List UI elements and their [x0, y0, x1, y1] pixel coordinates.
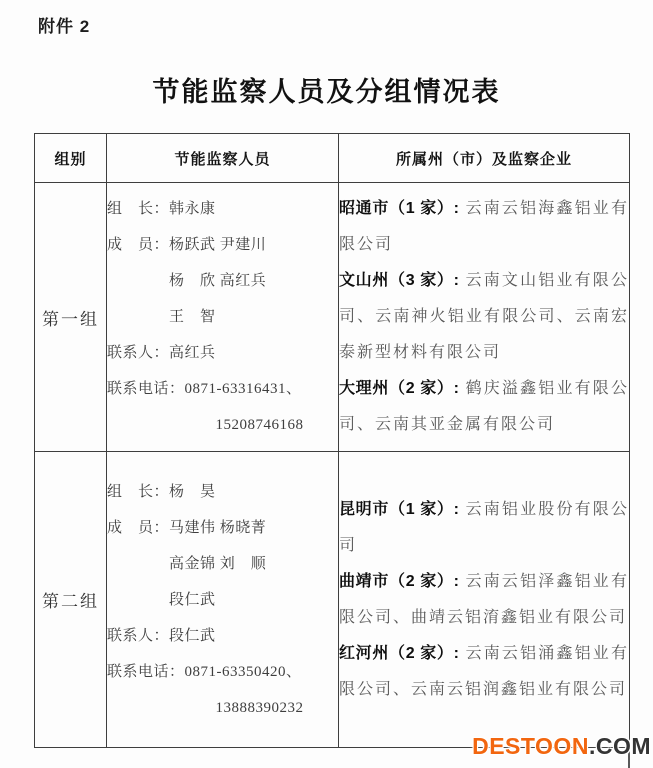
personnel-line: 高金锦 刘 顺	[107, 555, 267, 572]
header-region-enterprises: 所属州（市）及监察企业	[339, 134, 630, 183]
group-1-regions	[339, 183, 630, 452]
watermark-brand-text: DESTOON	[472, 733, 589, 759]
personnel-line: 王 智	[107, 309, 216, 325]
region-companies: 鹤庆溢鑫铝业有限公司、云南其亚金属有限公司	[339, 380, 629, 433]
personnel-line: 13888390232	[107, 699, 304, 716]
personnel-line: 成 员：马建伟 杨晓菁	[107, 519, 267, 536]
group-1-label: 第一组	[35, 183, 107, 452]
personnel-line: 15208746168	[107, 417, 304, 433]
region-lead: 昭通市（1 家）:	[339, 200, 460, 217]
personnel-line: 联系人：高红兵	[107, 345, 216, 361]
region-entry	[339, 263, 629, 371]
region-entry	[339, 636, 629, 708]
watermark-suffix-text: .COM	[588, 733, 651, 759]
group-2-regions	[339, 452, 630, 748]
header-group: 组别	[35, 134, 107, 183]
personnel-line: 联系电话：0871-63316431、	[107, 381, 302, 397]
group-2-personnel	[107, 452, 339, 748]
table-header-row	[35, 134, 630, 183]
region-entry	[339, 564, 629, 636]
personnel-line: 组 长：韩永康	[107, 201, 216, 217]
personnel-line: 杨 欣 高红兵	[107, 273, 267, 289]
group-2-label: 第二组	[35, 452, 107, 748]
header-personnel: 节能监察人员	[107, 134, 339, 183]
personnel-line: 段仁武	[107, 591, 216, 608]
personnel-line: 成 员：杨跃武 尹建川	[107, 237, 267, 253]
region-lead: 昆明市（1 家）:	[339, 500, 460, 518]
destoon-watermark	[472, 733, 651, 760]
region-companies: 云南云铝海鑫铝业有限公司	[339, 200, 629, 253]
region-entry	[339, 492, 629, 564]
region-companies: 云南文山铝业有限公司、云南神火铝业有限公司、云南宏泰新型材料有限公司	[339, 272, 629, 361]
region-entry	[339, 191, 629, 263]
region-entry	[339, 371, 629, 443]
group-1-personnel	[107, 183, 339, 452]
region-companies: 云南云铝泽鑫铝业有限公司、曲靖云铝淯鑫铝业有限公司	[339, 572, 629, 626]
region-companies: 云南铝业股份有限公司	[339, 500, 629, 554]
region-lead: 大理州（2 家）:	[339, 380, 460, 397]
personnel-line: 组 长：杨 昊	[107, 483, 216, 500]
table-row-group-2	[35, 452, 630, 748]
region-lead: 红河州（2 家）:	[339, 644, 460, 662]
personnel-grouping-table	[34, 133, 630, 748]
personnel-line: 联系人：段仁武	[107, 627, 216, 644]
region-companies: 云南云铝涌鑫铝业有限公司、云南云铝润鑫铝业有限公司	[339, 644, 629, 698]
region-lead: 文山州（3 家）:	[339, 272, 460, 289]
table-row-group-1	[35, 183, 630, 452]
attachment-label: 附件 2	[38, 17, 91, 36]
personnel-line: 联系电话：0871-63350420、	[107, 663, 302, 680]
page-title: 节能监察人员及分组情况表	[152, 77, 501, 107]
region-lead: 曲靖市（2 家）:	[339, 572, 460, 590]
